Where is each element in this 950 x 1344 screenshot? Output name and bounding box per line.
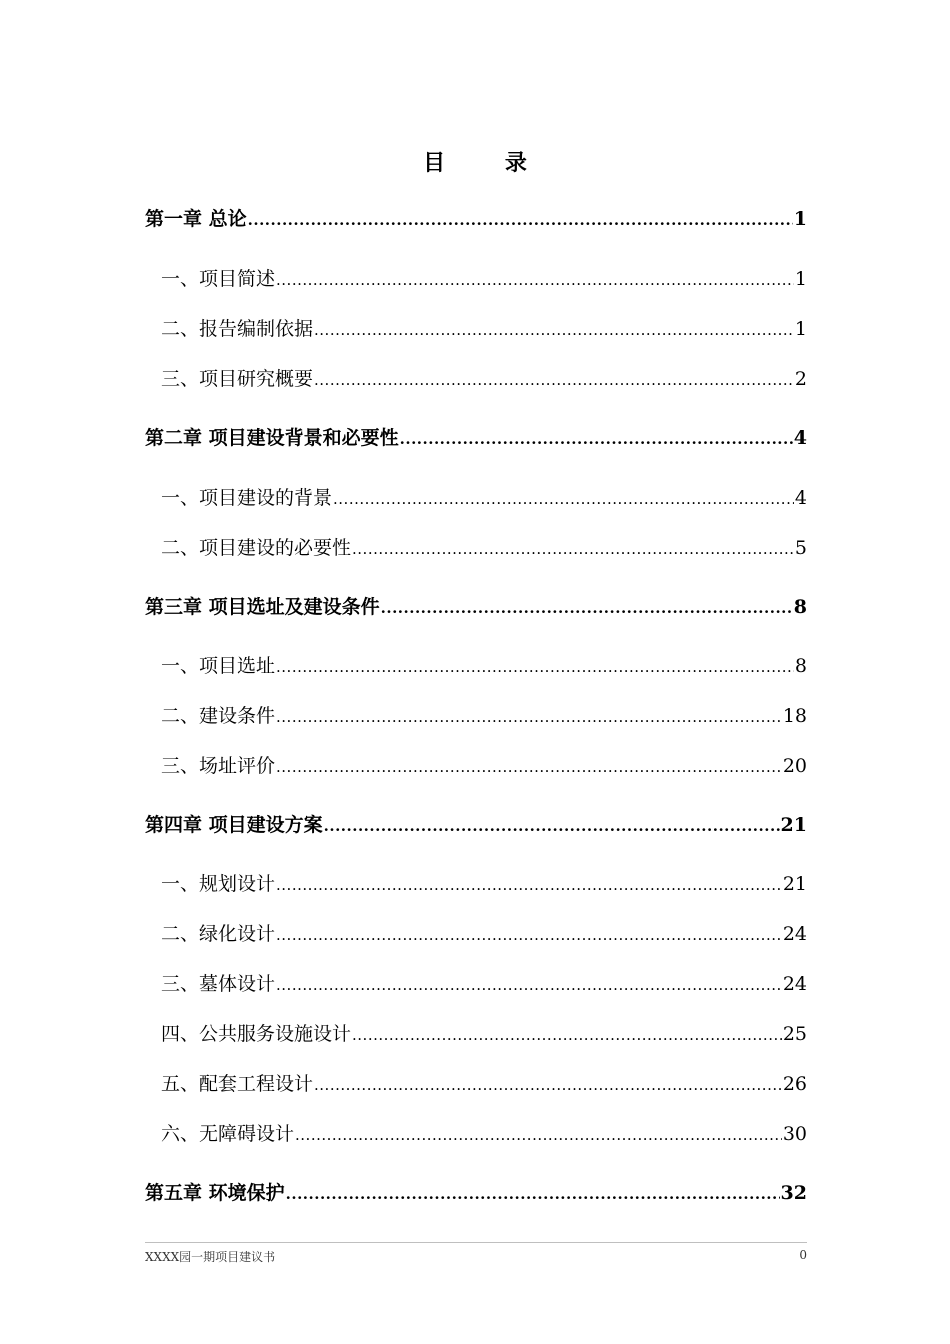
toc-entry-label: 一、项目建设的背景 [161, 487, 333, 509]
toc-entry-page: 2 [794, 368, 807, 390]
toc-entry-chapter-1[interactable] [145, 206, 807, 233]
toc-entry-label: 第二章 项目建设背景和必要性 [145, 427, 399, 449]
toc-entry-section[interactable] [161, 366, 807, 393]
toc-entry-page: 25 [782, 1023, 807, 1045]
toc-leader-dots [333, 486, 794, 512]
toc-entry-label: 二、项目建设的必要性 [161, 537, 352, 559]
toc-entry-label: 三、项目研究概要 [161, 368, 314, 390]
toc-leader-dots [276, 654, 794, 680]
toc-entry-page: 21 [780, 814, 807, 836]
toc-entry-page: 20 [782, 755, 807, 777]
toc-entry-label: 三、墓体设计 [161, 973, 276, 995]
toc-entry-label: 一、项目简述 [161, 268, 276, 290]
toc-entry-chapter-5[interactable] [145, 1180, 807, 1207]
toc-entry-label: 三、场址评价 [161, 755, 276, 777]
toc-leader-dots [276, 754, 782, 780]
toc-entry-label: 第一章 总论 [145, 208, 247, 230]
toc-entry-label: 四、公共服务设施设计 [161, 1023, 352, 1045]
toc-entry-section[interactable] [161, 485, 807, 512]
toc-entry-section[interactable] [161, 653, 807, 680]
toc-entry-section[interactable] [161, 971, 807, 998]
toc-entry-page: 5 [794, 537, 807, 559]
toc-entry-page: 4 [794, 487, 807, 509]
toc-entry-label: 二、报告编制依据 [161, 318, 314, 340]
toc-entry-label: 二、绿化设计 [161, 923, 276, 945]
toc-leader-dots [276, 704, 782, 730]
toc-entry-section[interactable] [161, 535, 807, 562]
toc-entry-page: 32 [780, 1182, 807, 1204]
toc-entry-section[interactable] [161, 753, 807, 780]
footer-divider [145, 1242, 807, 1243]
toc-entry-section[interactable] [161, 703, 807, 730]
toc-entry-section[interactable] [161, 1021, 807, 1048]
toc-entry-section[interactable] [161, 1071, 807, 1098]
toc-entry-section[interactable] [161, 1121, 807, 1148]
footer-page-number: 0 [799, 1248, 807, 1262]
toc-leader-dots [276, 972, 782, 998]
toc-entry-page: 30 [782, 1123, 807, 1145]
toc-leader-dots [248, 207, 793, 233]
toc-entry-chapter-2[interactable] [145, 425, 807, 452]
toc-entry-section[interactable] [161, 921, 807, 948]
toc-leader-dots [314, 1072, 782, 1098]
page-footer [145, 1248, 807, 1265]
toc-entry-page: 26 [782, 1073, 807, 1095]
toc-entry-label: 五、配套工程设计 [161, 1073, 314, 1095]
toc-entry-page: 8 [793, 596, 807, 618]
toc-leader-dots [381, 595, 793, 621]
toc-entry-page: 1 [794, 318, 807, 340]
toc-entry-page: 4 [793, 427, 807, 449]
toc-leader-dots [295, 1122, 782, 1148]
toc-entry-label: 六、无障碍设计 [161, 1123, 295, 1145]
toc-entry-section[interactable] [161, 316, 807, 343]
toc-leader-dots [400, 426, 793, 452]
toc-entry-section[interactable] [161, 266, 807, 293]
toc-leader-dots [286, 1181, 780, 1207]
footer-doc-title: XXXX园一期项目建议书 [145, 1250, 276, 1264]
toc-entry-label: 二、建设条件 [161, 705, 276, 727]
toc-entry-page: 8 [794, 655, 807, 677]
toc-entry-section[interactable] [161, 871, 807, 898]
toc-entry-label: 一、项目选址 [161, 655, 276, 677]
toc-entry-label: 第三章 项目选址及建设条件 [145, 596, 380, 618]
toc-entry-chapter-4[interactable] [145, 812, 807, 839]
toc-leader-dots [276, 922, 782, 948]
toc-leader-dots [324, 813, 780, 839]
toc-entry-page: 18 [782, 705, 807, 727]
toc-entry-page: 24 [782, 973, 807, 995]
toc-leader-dots [276, 872, 782, 898]
toc-entry-page: 21 [782, 873, 807, 895]
toc-entry-label: 一、规划设计 [161, 873, 276, 895]
toc-entry-label: 第五章 环境保护 [145, 1182, 285, 1204]
toc-leader-dots [352, 536, 794, 562]
toc-entry-page: 1 [793, 208, 807, 230]
toc-leader-dots [276, 267, 794, 293]
toc-entry-chapter-3[interactable] [145, 594, 807, 621]
toc-leader-dots [352, 1022, 782, 1048]
toc-entry-label: 第四章 项目建设方案 [145, 814, 323, 836]
toc-entry-page: 1 [794, 268, 807, 290]
toc-leader-dots [314, 367, 794, 393]
toc-entry-page: 24 [782, 923, 807, 945]
toc-title: 目 录 [423, 150, 553, 176]
toc-leader-dots [314, 317, 794, 343]
